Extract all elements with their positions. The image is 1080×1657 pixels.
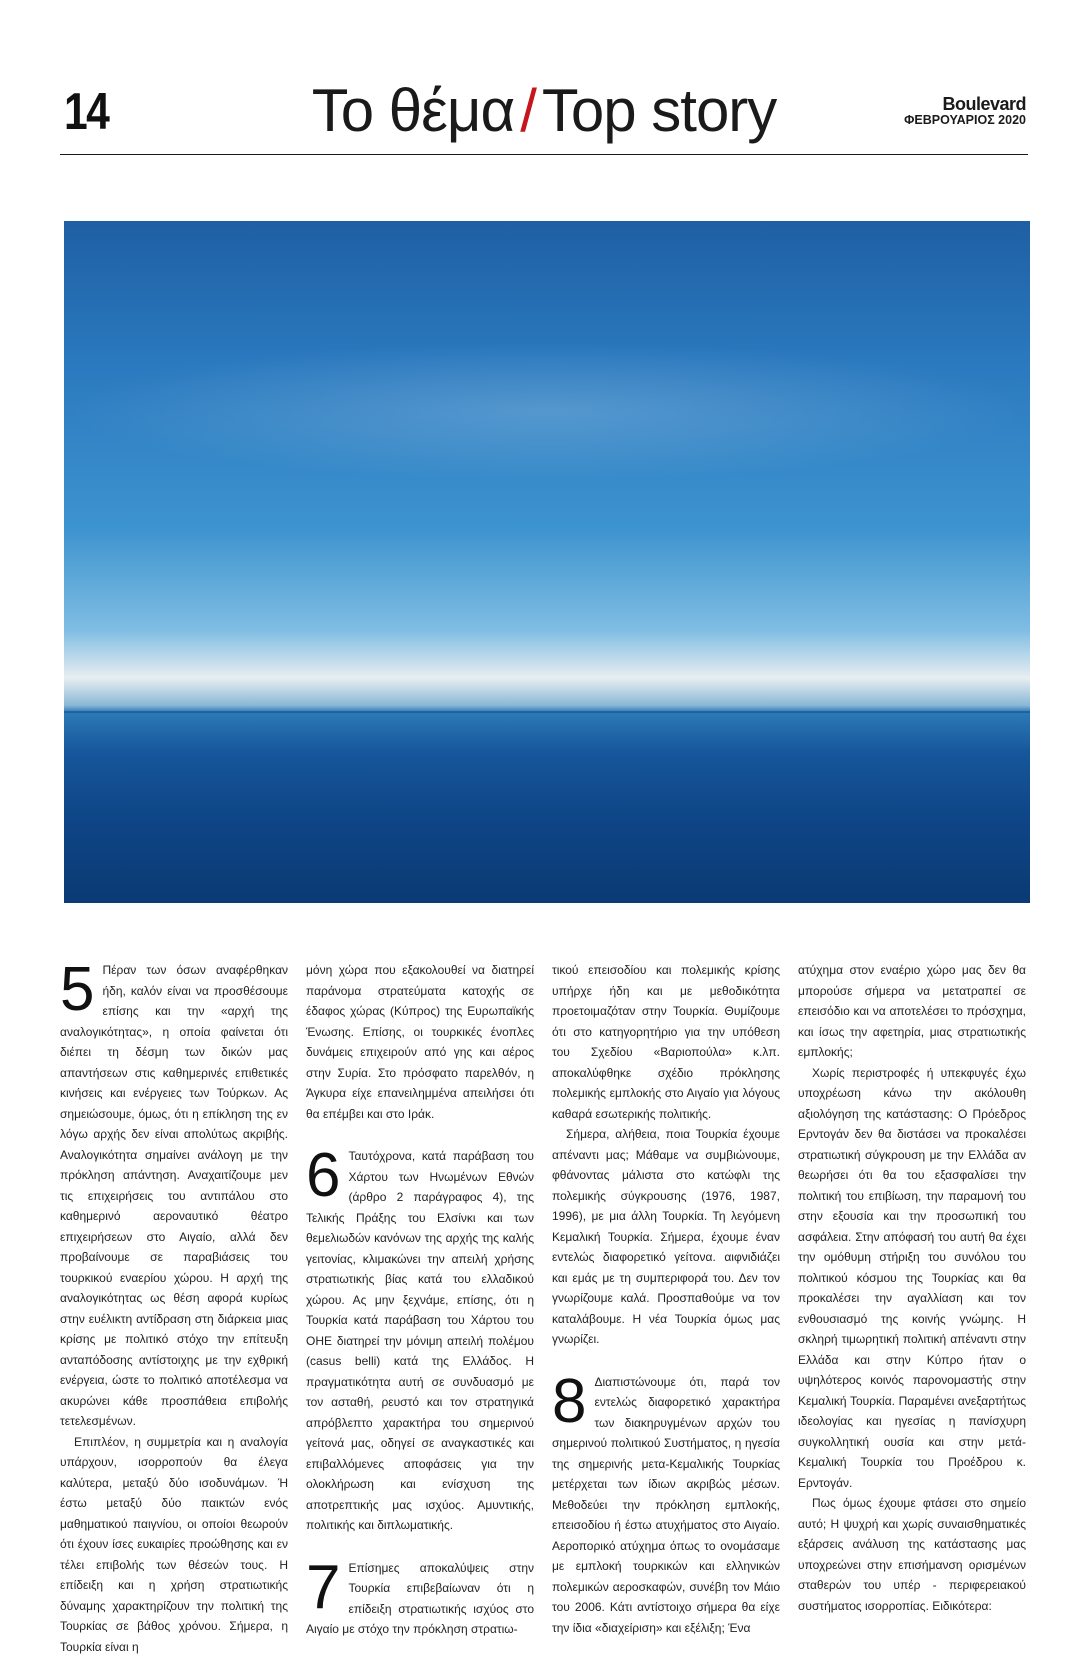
section-title-greek: Το θέμα — [312, 77, 514, 144]
article-column-4 — [798, 960, 1026, 1616]
paragraph — [60, 960, 288, 1432]
section-title — [60, 76, 1028, 145]
section-title-english: Top story — [542, 77, 776, 144]
article-column-2 — [306, 960, 534, 1640]
sea-horizon-photo — [64, 221, 1030, 903]
paragraph: Επιπλέον, η συμμετρία και η αναλογία υπάρχουν, ισορροπούν θα έλεγα καλύτερα, μεταξύ δύο ισοδυνάμων. Ή έστω μεταξύ δύο παικτών ενός μαθηματικού παιγνίου, οι οποίοι θεωρούν ότι έχουν ίσες ευκαιρίες προώθησης και εν τέλει επιβολής των θέσεών τους. Η επίδειξη και η χρήση στρατιωτικής δύναμης χαρακτηρίζουν την πολιτική της Τουρκίας σε βάθος χρόνου. Σήμερα, η Τουρκία είναι η — [60, 1432, 288, 1657]
title-slash: / — [520, 77, 536, 144]
page-number: 14 — [64, 82, 108, 142]
paragraph-text: Ταυτόχρονα, κατά παράβαση του Χάρτου των Ηνωμένων Εθνών (άρθρο 2 παράγραφος 4), της Τελικής Πράξης του Ελσίνκι και των θεμελιωδών κανόνων της αρχής της καλής γειτονίας, κλιμακώνει την απειλή χρήσης στρατιωτικής βίας κατά του ελλαδικού χώρου. Ας μην ξεχνάμε, επίσης, ότι η Τουρκία κατά παράβαση του Χάρτου του ΟΗΕ διατηρεί την μόνιμη απειλή πολέμου (casus belli) κατά της Ελλάδος. Η πραγματικότητα αυτή σε συνδυασμό με τον ασταθή, ρευστό και τον στρατηγικά απρόβλεπτο χαρακτήρα του σημερινού γείτονά μας, οδηγεί σε αναγκαστικές και επιβαλλόμενες αποφάσεις για την ολοκλήρωση και ενίσχυση της αποτρεπτικής μας ισχύος. Αμυντικής, πολιτικής και διπλωματικής. — [306, 1149, 534, 1532]
paragraph-text: Πέραν των όσων αναφέρθηκαν ήδη, καλόν είναι να προσθέσουμε επίσης και την «αρχή της αναλογικότητας», η οποία φαίνεται ότι διέπει τη δέσμη των δικών μας απαντήσεων στις καθημερινές επιθετικές κινήσεις και ενέργειες των Τούρκων. Ας σημειώσουμε, όμως, ότι η επίκληση της εν λόγω αρχής δεν είναι απολύτως ακριβής. Αναλογικότητα σημαίνει ανάλογη με την πρόκληση απάντηση. Αναχαιτίζουμε μεν τις επιχειρήσεις του αντιπάλου στο καθημερινό αεροναυτικό θέατρο επιχειρήσεων στο Αιγαίο, αλλά δεν προβαίνουμε σε παραβιάσεις του τουρκικού εναερίου χώρου. Η αρχή της αναλογικότητας ως θέση αφορά κυρίως στην ευέλικτη αντίδραση στη διάρκεια μιας κρίσης με πολιτικό στόχο την επίτευξη ανταπόδοσης αντίστοιχης με την εχθρική ενέργεια, ώστε το πολιτικό αποτέλεσμα να ακυρώνει κάθε προσπάθεια επιβολής τετελεσμένων. — [60, 963, 288, 1428]
section-number: 6 — [306, 1150, 340, 1202]
article-column-3 — [552, 960, 780, 1638]
paragraph-text: Επίσημες αποκαλύψεις στην Τουρκία επιβεβαίωναν ότι η επίδειξη στρατιωτικής ισχύος στο Αιγαίο με στόχο την πρόκληση στρατιω- — [306, 1561, 534, 1637]
brand-name: Boulevard — [904, 94, 1026, 115]
horizon-line — [64, 711, 1030, 713]
masthead — [904, 94, 1026, 127]
section-number: 8 — [552, 1376, 586, 1428]
cloud-band — [64, 341, 1030, 481]
paragraph: Σήμερα, αλήθεια, ποια Τουρκία έχουμε απέναντι μας; Μάθαμε να συμβιώνουμε, φθάνοντας μάλιστα στο κατώφλι της πολεμικής σύγκρουσης (1976, 1987, 1996), με μια άλλη Τουρκία. Τη λεγόμενη Κεμαλική Τουρκία. Σήμερα, έχουμε έναν εντελώς διαφορετικό γείτονα. αιφνιδιάζει και εμάς με τη συμπεριφορά του. Δεν τον γνωρίζουμε καλά. Προσπαθούμε να τον καταλάβουμε. Η νέα Τουρκία όμως μας γνωρίζει. — [552, 1124, 780, 1350]
paragraph-text: Διαπιστώνουμε ότι, παρά τον εντελώς διαφορετικό χαρακτήρα των διακηρυγμένων αρχών του σημερινού πολιτικού Συστήματος, η ηγεσία της σημερινής μετα-Κεμαλικής Τουρκίας μετέρχεται των ίδιων ακριβώς μέσων. Μεθοδεύει την πρόκληση εμπλοκής, επεισοδίου ή έστω ατυχήματος στο Αιγαίο. Αεροπορικό ατύχημα όπως το ονομάσαμε με εμπλοκή τουρκικών και ελληνικών πολεμικών αεροσκαφών, συνέβη τον Μάιο του 2006. Κάτι αντίστοιχο σήμερα θα είχε την ίδια «διαχείριση» και εξέλιξη; Ένα — [552, 1375, 780, 1635]
section-number: 5 — [60, 964, 94, 1016]
paragraph — [306, 1558, 534, 1640]
paragraph — [306, 1146, 534, 1536]
paragraph: Χωρίς περιστροφές ή υπεκφυγές έχω υποχρέωση κάνω την ακόλουθη αξιολόγηση της κατάστασης: Ο Πρόεδρος Ερντογάν δεν θα διστάσει να προκαλέσει στρατιωτική σύγκρουση με την Ελλάδα αν θεωρήσει ότι θα του εξασφαλίσει την πολιτική του επιβίωση, την παραμονή του στην εξουσία και την προσωπική του ασφάλεια. Στην απόφασή του αυτή θα έχει την ομόθυμη στήριξη του συνόλου του πολιτικού κόσμου της Τουρκίας και θα προκαλέσει την αγαλλίαση και τον ενθουσιασμό της κοινής γνώμης. Η σκληρή τιμωρητική πολιτική απέναντι στην Ελλάδα και στην Κύπρο ήταν ο υψηλότερος κοινός παρονομαστής στην Κεμαλική Τουρκία. Παραμένει ανεξαρτήτως ιδεολογίας και ηγεσίας η πανίσχυρη συγκολλητική ουσία και στην μετά-Κεμαλική Τουρκία του Προέδρου κ. Ερντογάν. — [798, 1063, 1026, 1494]
page-header — [60, 70, 1028, 155]
issue-date: ΦΕΒΡΟΥΑΡΙΟΣ 2020 — [904, 113, 1026, 127]
paragraph — [552, 1372, 780, 1639]
paragraph: Πως όμως έχουμε φτάσει στο σημείο αυτό; Η ψυχρή και χωρίς συναισθηματικές εξάρσεις ανάλυση της κατάστασης μας υποχρεώνει στην επισήμανση ορισμένων σταθερών του υπέρ - περιφερειακού συστήματος ισορροπίας. Ειδικότερα: — [798, 1493, 1026, 1616]
paragraph: μόνη χώρα που εξακολουθεί να διατηρεί παράνομα στρατεύματα κατοχής σε έδαφος χώρας (Κύπρος) της Ευρωπαϊκής Ένωσης. Επίσης, οι τουρκικές ένοπλες δυνάμεις επιχειρούν από γης και αέρος στην Συρία. Στο πρόσφατο παρελθόν, η Άγκυρα είχε επανειλημμένα απειλήσει ότι θα επέμβει και στο Ιράκ. — [306, 960, 534, 1124]
paragraph: ατύχημα στον εναέριο χώρο μας δεν θα μπορούσε σήμερα να μετατραπεί σε επεισόδιο και να αποτελέσει το πρόσχημα, και ίσως την αφετηρία, μιας στρατιωτικής εμπλοκής; — [798, 960, 1026, 1063]
paragraph: τικού επεισοδίου και πολεμικής κρίσης υπήρχε ήδη και με μεθοδικότητα προετοιμαζόταν στην Τουρκία. Θυμίζουμε ότι στο κατηγορητήριο για την υπόθεση του Σχεδίου «Βαριοπούλα» κ.λπ. αποκαλύφθηκε σχέδιο πρόκλησης πολεμικής εμπλοκής στο Αιγαίο για λόγους καθαρά εσωτερικής πολιτικής. — [552, 960, 780, 1124]
article-column-1 — [60, 960, 288, 1657]
article-body — [60, 960, 1030, 1630]
section-number: 7 — [306, 1562, 340, 1614]
